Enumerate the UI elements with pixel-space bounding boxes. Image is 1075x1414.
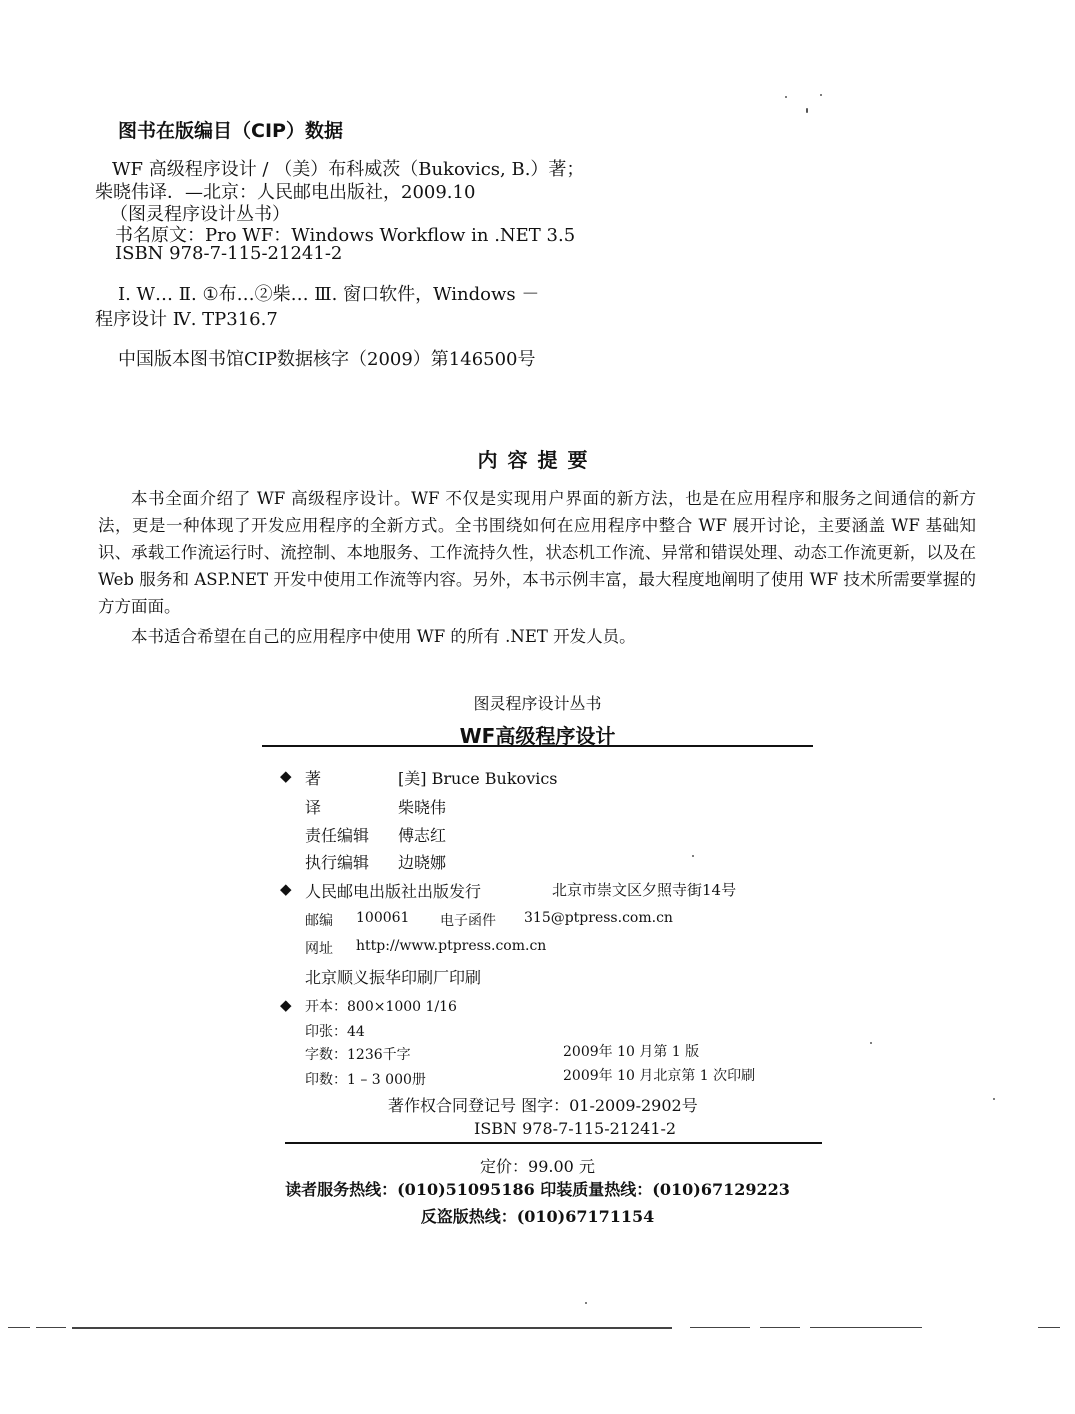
postcode-label: 邮编 bbox=[305, 913, 333, 929]
cip-line-classification: Ⅰ. W… Ⅱ. ①布…②柴… Ⅲ. 窗口软件，Windows － bbox=[118, 284, 540, 305]
scan-line bbox=[72, 1327, 672, 1329]
editor-label: 责任编辑 bbox=[305, 826, 370, 845]
publisher-address: 北京市崇文区夕照寺街14号 bbox=[552, 881, 737, 899]
bullet-icon: ◆ bbox=[280, 996, 292, 1014]
print-run: 印数：1 – 3 000册 bbox=[305, 1072, 426, 1088]
printer: 北京顺义振华印刷厂印刷 bbox=[305, 968, 482, 987]
scan-line bbox=[8, 1327, 30, 1328]
exec-editor-value: 边晓娜 bbox=[398, 853, 447, 872]
antipiracy-hotline: 反盗版热线：(010)67171154 bbox=[420, 1207, 655, 1226]
scan-line bbox=[1038, 1327, 1060, 1328]
word-count: 字数：1236千字 bbox=[305, 1047, 411, 1063]
cip-line-title: WF 高级程序设计 / （美）布科威茨（Bukovics, B.）著； bbox=[112, 159, 585, 180]
email-value: 315@ptpress.com.cn bbox=[524, 910, 673, 926]
cip-line-classification-cont: 程序设计 Ⅳ. TP316.7 bbox=[95, 309, 278, 330]
cip-line-record-number: 中国版本图书馆CIP数据核字（2009）第146500号 bbox=[118, 349, 536, 370]
series-name: 图灵程序设计丛书 bbox=[473, 694, 602, 713]
scan-line bbox=[36, 1327, 66, 1328]
scan-speck bbox=[585, 1302, 587, 1304]
book-format: 开本：800×1000 1/16 bbox=[305, 999, 457, 1015]
scan-line bbox=[760, 1327, 800, 1328]
author-label: 著 bbox=[305, 769, 322, 788]
publisher: 人民邮电出版社出版发行 bbox=[305, 882, 482, 901]
colophon-isbn: ISBN 978-7-115-21241-2 bbox=[474, 1119, 677, 1138]
website-value: http://www.ptpress.com.cn bbox=[356, 938, 547, 954]
service-hotlines: 读者服务热线：(010)51095186 印装质量热线：(010)67129223 bbox=[285, 1180, 790, 1199]
price: 定价：99.00 元 bbox=[480, 1157, 595, 1176]
isbn-divider bbox=[285, 1142, 822, 1144]
translator-label: 译 bbox=[305, 798, 322, 817]
cip-heading: 图书在版编目（CIP）数据 bbox=[118, 120, 343, 142]
scan-speck bbox=[692, 855, 694, 857]
exec-editor-label: 执行编辑 bbox=[305, 853, 370, 872]
translator-value: 柴晓伟 bbox=[398, 798, 447, 817]
scan-line bbox=[690, 1327, 750, 1328]
scan-speck bbox=[806, 108, 808, 113]
summary-paragraph-1: 本书全面介绍了 WF 高级程序设计。WF 不仅是实现用户界面的新方法，也是在应用程序和服务之间通信的新方法，更是一种体现了开发应用程序的全新方式。全书围绕如何在应用程序中整合 WF 展开讨论，主要涵盖 WF 基础知识、承载工作流运行时、流控制、本地服务、工作流持久性，状态机工作流、异常和错误处理、动态工作流更新，以及在 Web 服务和 ASP.NET 开发中使用工作流等内容。另外，本书示例丰富，最大程度地阐明了使用 WF 技术所需要掌握的方方面面。 bbox=[98, 489, 976, 616]
summary-paragraph-2: 本书适合希望在自己的应用程序中使用 WF 的所有 .NET 开发人员。 bbox=[131, 627, 636, 646]
editor-value: 傅志红 bbox=[398, 826, 447, 845]
cip-line-translator: 柴晓伟译．—北京：人民邮电出版社，2009.10 bbox=[95, 182, 476, 203]
scan-speck bbox=[993, 1098, 995, 1100]
scan-speck bbox=[820, 94, 822, 96]
summary-title: 内容提要 bbox=[477, 448, 598, 472]
email-label: 电子函件 bbox=[440, 913, 496, 929]
title-divider bbox=[262, 745, 813, 747]
scan-speck bbox=[785, 96, 787, 98]
cip-line-original-title: 书名原文：Pro WF：Windows Workflow in .NET 3.5 bbox=[115, 225, 576, 246]
printing: 2009年 10 月北京第 1 次印刷 bbox=[563, 1068, 756, 1084]
bullet-icon: ◆ bbox=[280, 767, 292, 785]
scan-speck bbox=[870, 1042, 872, 1044]
cip-line-series: （图灵程序设计丛书） bbox=[110, 204, 290, 225]
edition: 2009年 10 月第 1 版 bbox=[563, 1044, 700, 1060]
copyright-registration: 著作权合同登记号 图字：01-2009-2902号 bbox=[388, 1096, 698, 1115]
author-value: [美] Bruce Bukovics bbox=[398, 769, 558, 788]
book-title: WF高级程序设计 bbox=[459, 724, 616, 748]
postcode-value: 100061 bbox=[356, 910, 410, 926]
scan-line bbox=[810, 1327, 922, 1328]
print-sheets: 印张：44 bbox=[305, 1024, 365, 1040]
bullet-icon: ◆ bbox=[280, 880, 292, 898]
website-label: 网址 bbox=[305, 941, 333, 957]
cip-line-isbn: ISBN 978-7-115-21241-2 bbox=[115, 243, 343, 264]
